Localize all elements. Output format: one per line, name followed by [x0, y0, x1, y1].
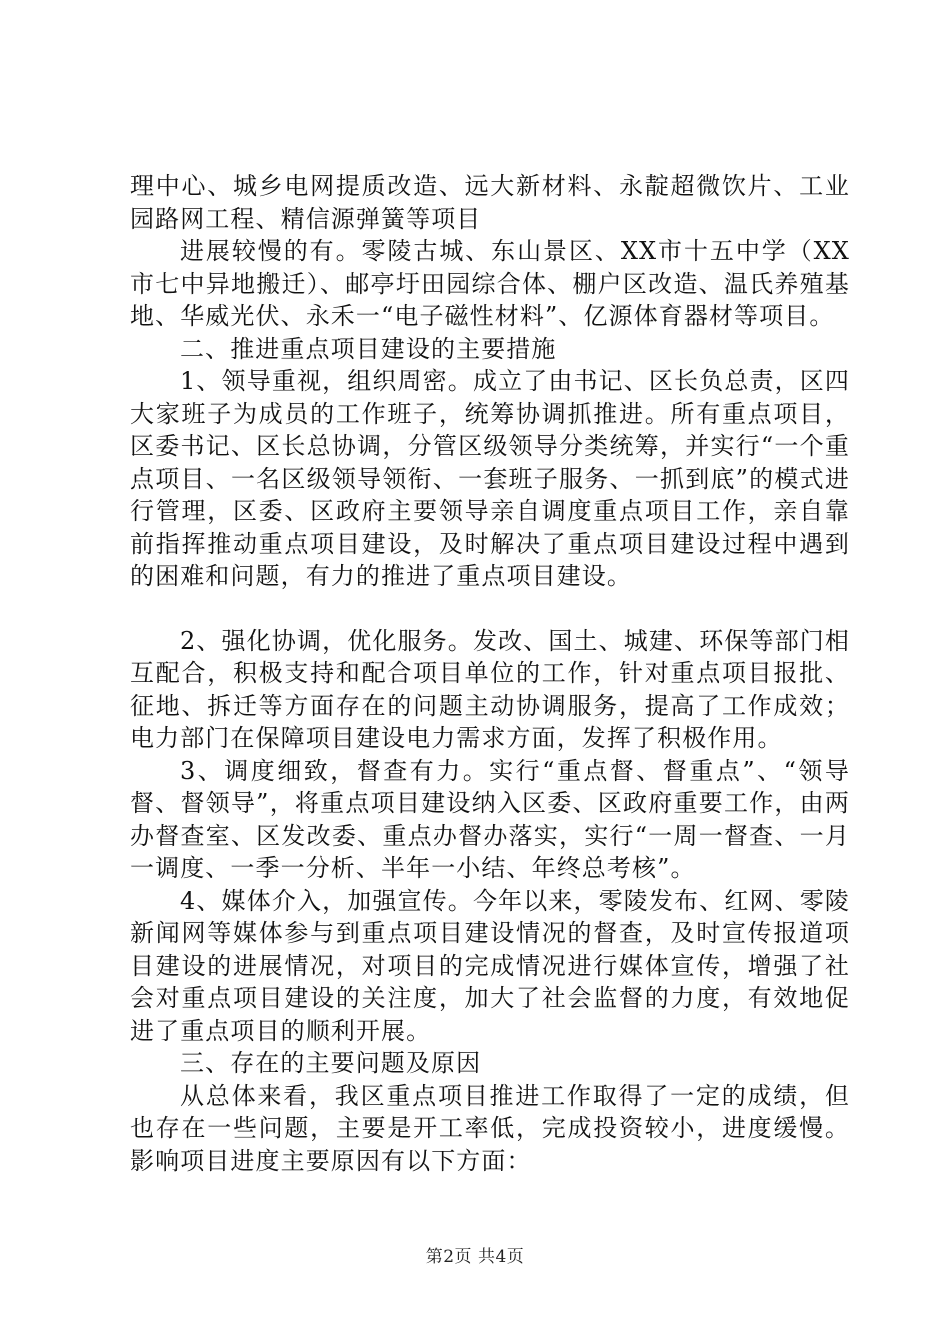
paragraph-measure-4: 4、媒体介入，加强宣传。今年以来，零陵发布、红网、零陵新闻网等媒体参与到重点项目建设情况的督查，及时宣传报道项目建设的进展情况，对项目的完成情况进行媒体宣传，增强了社会对重点项目建设的关注度，加大了社会监督的力度，有效地促进了重点项目的顺利开展。	[130, 886, 850, 1045]
paragraph-measure-1: 1、领导重视，组织周密。成立了由书记、区长负总责，区四大家班子为成员的工作班子，统筹协调抓推进。所有重点项目，区委书记、区长总协调，分管区级领导分类统筹，并实行“一个重点项目、一名区级领导领衔、一套班子服务、一抓到底”的模式进行管理，区委、区政府主要领导亲自调度重点项目工作，亲自靠前指挥推动重点项目建设，及时解决了重点项目建设过程中遇到的困难和问题，有力的推进了重点项目建设。	[130, 367, 850, 590]
section-heading-measures: 二、推进重点项目建设的主要措施	[180, 334, 557, 363]
section-heading-problems: 三、存在的主要问题及原因	[180, 1049, 482, 1077]
paragraph-continuation: 理中心、城乡电网提质改造、远大新材料、永靛超微饮片、工业园路网工程、精信源弹簧等项目	[130, 172, 850, 233]
document-body	[130, 170, 850, 1177]
paragraph-measure-2: 2、强化协调，优化服务。发改、国土、城建、环保等部门相互配合，积极支持和配合项目单位的工作，针对重点项目报批、征地、拆迁等方面存在的问题主动协调服务，提高了工作成效；电力部门在保障项目建设电力需求方面，发挥了积极作用。	[130, 626, 850, 752]
paragraph-slow-progress: 进展较慢的有。零陵古城、东山景区、XX市十五中学（XX市七中异地搬迁）、邮亭圩田园综合体、棚户区改造、温氏养殖基地、华威光伏、永禾一“电子磁性材料”、亿源体育器材等项目。	[130, 237, 850, 330]
paragraph-overall: 从总体来看，我区重点项目推进工作取得了一定的成绩，但也存在一些问题，主要是开工率低，完成投资较小，进度缓慢。影响项目进度主要原因有以下方面：	[130, 1081, 850, 1175]
page-number-footer: 第2页 共4页	[425, 1247, 525, 1267]
paragraph-gap	[130, 593, 850, 625]
paragraph-measure-3: 3、调度细致，督查有力。实行“重点督、督重点”、“领导督、督领导”，将重点项目建设纳入区委、区政府重要工作，由两办督查室、区发改委、重点办督办落实，实行“一周一督查、一月一调度、一季一分析、半年一小结、年终总考核”。	[130, 756, 850, 882]
